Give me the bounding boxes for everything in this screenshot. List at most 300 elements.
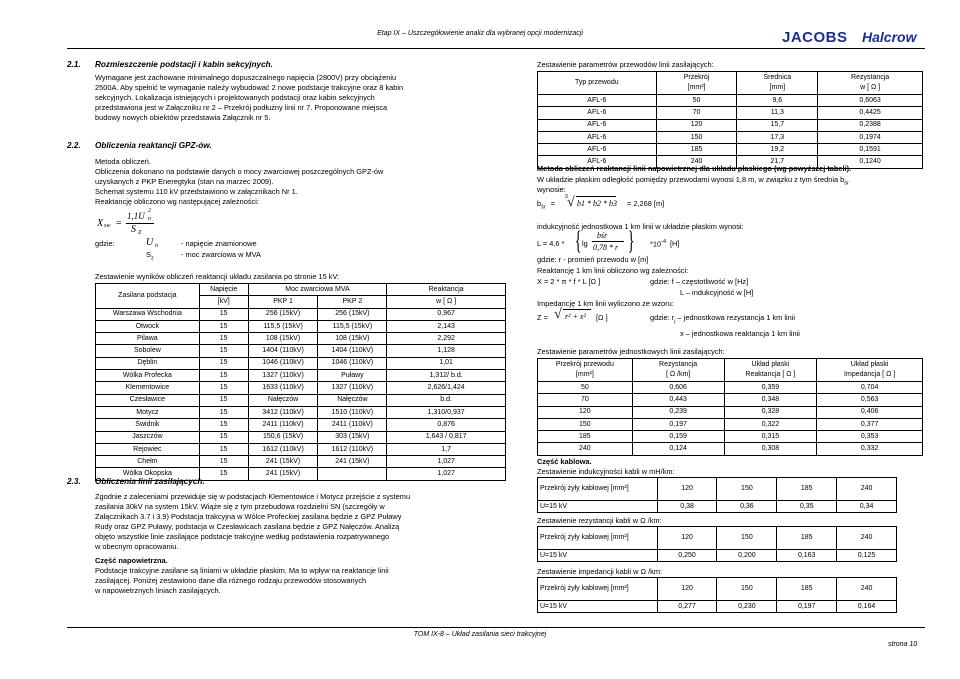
column-header xyxy=(737,72,818,95)
table-cell: 11,3 xyxy=(737,107,818,119)
table-row xyxy=(538,382,923,394)
table-caption: Zestawienie parametrów przewodów linii zasilających: xyxy=(537,60,714,69)
table-cell: 0,704 xyxy=(817,382,923,394)
table-cell: 1327 (110kV) xyxy=(318,382,387,394)
table-cell: AFL-6 xyxy=(538,107,657,119)
table-cell: 0,1240 xyxy=(818,156,923,168)
table-cell: 240 xyxy=(656,156,737,168)
table-cell: 1,312/ b.d. xyxy=(387,370,506,382)
table-cell: 0,406 xyxy=(817,406,923,418)
table-cell: AFL-6 xyxy=(538,156,657,168)
table-cell: 1046 (110kV) xyxy=(248,357,318,369)
column-header: 150 xyxy=(717,527,777,550)
table-row xyxy=(538,119,923,131)
table-cell: 0,359 xyxy=(724,382,817,394)
column-header xyxy=(538,359,633,382)
table-cell: 1,027 xyxy=(387,456,506,468)
header-line: [mm] xyxy=(769,84,786,91)
column-header: 240 xyxy=(837,578,897,601)
table-cell: 0,315 xyxy=(724,431,817,443)
table-cell: Otwock xyxy=(96,320,200,332)
table-cell: 17,3 xyxy=(737,131,818,143)
table-cell: AFL-6 xyxy=(538,95,657,107)
table-cell: 0,348 xyxy=(724,394,817,406)
column-header: PKP 1 xyxy=(248,296,318,308)
column-header: Moc zwarciowa MVA xyxy=(248,284,387,296)
table-cell: Jaszczów xyxy=(96,431,200,443)
gdzie-label: gdzie: xyxy=(95,239,115,248)
table-cell: AFL-6 xyxy=(538,119,657,131)
table-caption: Zestawienie impedancji kabli w Ω /km: xyxy=(537,567,663,576)
table-cell: 0,197 xyxy=(632,418,724,430)
table-cell: Czesławice xyxy=(96,394,200,406)
section-title: Rozmieszczenie podstacji i kabin sekcyjnych. xyxy=(95,60,273,69)
header-line: [mm²] xyxy=(687,84,706,91)
column-header: Zasilana podstacja xyxy=(96,284,200,309)
table-cell: 150 xyxy=(656,131,737,143)
formula-eq: = xyxy=(116,218,122,229)
column-header: Przekrój żyły kablowej [mm²] xyxy=(538,527,658,550)
text-line: budowy nowych obiektów przedstawia Załącznik nr 5. xyxy=(95,113,271,123)
table-cell: 256 (15kV) xyxy=(318,308,387,320)
paragraph xyxy=(95,157,509,207)
column-header: 150 xyxy=(717,578,777,601)
table-cell: 0,34 xyxy=(837,501,897,513)
left-brace-icon: { xyxy=(574,226,582,255)
table-row xyxy=(96,320,506,332)
text-line: w napowietrznych liniach zasilających. xyxy=(95,586,221,596)
z-lhs: Z = xyxy=(537,313,548,322)
table-cell: 0,1591 xyxy=(818,144,923,156)
header-line: [ Ω /km] xyxy=(665,371,691,378)
table-caption: Zestawienie indukcyjności kabli w mH/km: xyxy=(537,467,675,476)
table-cell: 0,239 xyxy=(632,406,724,418)
table-cell: 1,128 xyxy=(387,345,506,357)
table-cell: 0,164 xyxy=(837,601,897,613)
column-header: 120 xyxy=(657,578,717,601)
text-line: gdzie: r - promień przewodu w [m] xyxy=(537,255,649,264)
table-header-row xyxy=(538,478,897,501)
cable-resistance-table xyxy=(537,526,897,562)
bsr-expression: b1 * b2 * b3 xyxy=(577,199,617,208)
table-header-row xyxy=(538,527,897,550)
column-header xyxy=(724,359,817,382)
un-subscript: n xyxy=(155,243,158,249)
table-row xyxy=(538,431,923,443)
table-header-row xyxy=(538,578,897,601)
l-denominator: 0,78 * r xyxy=(593,243,619,252)
table-cell: 15 xyxy=(199,419,248,431)
table-cell: 2,626/1,424 xyxy=(387,382,506,394)
jacobs-logo: JACOBS xyxy=(782,29,848,46)
l-formula-lhs: L = 4,6 * xyxy=(537,239,565,248)
bsr-lhs-sub: śr xyxy=(541,204,546,211)
table-cell: U=15 kV xyxy=(538,501,658,513)
table-cell: Świdnik xyxy=(96,419,200,431)
text-line: L – indukcyjność w [H] xyxy=(680,288,754,297)
text-line: x – jednostkowa reaktancja 1 km linii xyxy=(680,329,800,338)
table-cell: 0,1974 xyxy=(818,131,923,143)
formula-lhs: X xyxy=(97,218,104,229)
table-row xyxy=(538,406,923,418)
table-cell: 0,606 xyxy=(632,382,724,394)
table-row xyxy=(96,345,506,357)
table-cell: 185 xyxy=(656,144,737,156)
table-row xyxy=(96,394,506,406)
text-line: gdzie: f – częstotliwość w [Hz] xyxy=(650,277,749,286)
table-cell: 150 xyxy=(538,418,633,430)
table-cell: Nałęczów xyxy=(318,394,387,406)
un-symbol: U xyxy=(146,237,154,248)
table-cell: 50 xyxy=(538,382,633,394)
column-header: Napięcie xyxy=(199,284,248,296)
text-span: W układzie płaskim odległość pomiędzy przewodami wynosi 1,8 m, w związku z tym średnia b xyxy=(537,175,845,184)
table-cell: 70 xyxy=(656,107,737,119)
text-line: zasilania 30kV na system 15kV. Wiąże się z tym przebudowa rozdzielni SN (szczegóły w xyxy=(95,502,385,512)
table-cell: Wólka Profecka xyxy=(96,370,200,382)
table-cell: b.d. xyxy=(387,394,506,406)
column-header: 240 xyxy=(837,527,897,550)
header-line: Rezystancja xyxy=(659,361,698,368)
table-row xyxy=(96,308,506,320)
text-line: zasilającej. Poniżej zestawiono dane dla różnego rodzaju przewodów stosowanych xyxy=(95,576,367,586)
header-line: Układ płaski xyxy=(850,361,889,368)
table-row xyxy=(96,382,506,394)
column-header xyxy=(818,72,923,95)
text-line: Zgodnie z zaleceniami przewiduje się w podstacjach Klementowice i Motycz przejście z systemu xyxy=(95,492,411,501)
table-row xyxy=(538,144,923,156)
text-subscript: śr xyxy=(844,180,849,187)
table-row xyxy=(96,333,506,345)
table-cell: 15 xyxy=(199,320,248,332)
table-cell: 0,322 xyxy=(724,418,817,430)
page-number: strona 10 xyxy=(888,641,918,648)
column-header xyxy=(817,359,923,382)
text-line: sekcyjnych. Lokalizacja istniejących i projektowanych podstacji oraz kabin sekcyjnych xyxy=(95,93,375,103)
table-cell: 1404 (110kV) xyxy=(248,345,318,357)
table-cell: 0,200 xyxy=(717,550,777,562)
table-cell: 0,353 xyxy=(817,431,923,443)
table-cell: 1,310/0,937 xyxy=(387,406,506,418)
table-cell: 1,7 xyxy=(387,443,506,455)
table-cell: 0,308 xyxy=(724,443,817,455)
table-cell: 115,5 (15kV) xyxy=(318,320,387,332)
sqrt-icon: √ xyxy=(567,195,575,210)
column-header: [kV] xyxy=(199,296,248,308)
table-cell: Dęblin xyxy=(96,357,200,369)
table-cell: Sobolew xyxy=(96,345,200,357)
fraction-bar xyxy=(592,241,624,242)
text-line: Reaktancję 1 km linii obliczono wg zależności: xyxy=(537,266,689,275)
text-line: 2500A. Aby spełnić te wymaganie należy wybudować 2 nowe podstacje trakcyjne oraz 8 kabin xyxy=(95,83,404,93)
subsection-title: Część kablowa. xyxy=(537,457,592,466)
table-cell: U=15 kV xyxy=(538,601,658,613)
table-cell: 120 xyxy=(538,406,633,418)
text-line: Rudy oraz GPZ Puławy, podstacja w Czesławicach zasilana będzie z GPZ Nałęczów. Analizą xyxy=(95,522,400,532)
text-subscript: j xyxy=(674,318,676,325)
section-title: Obliczenia linii zasilających. xyxy=(95,477,205,486)
table-cell: 15 xyxy=(199,443,248,455)
formula-numerator: 1,1U xyxy=(127,211,145,221)
bsr-eq: = xyxy=(550,199,556,208)
text-line xyxy=(537,175,849,189)
cable-inductance-table xyxy=(537,477,897,513)
sz-letter: S xyxy=(146,250,151,259)
header-line: Średnica xyxy=(763,74,792,81)
table-cell: 0,377 xyxy=(817,418,923,430)
text-line: Obliczenia dokonano na podstawie danych o mocy zwarciowej poszczególnych GPZ-ów xyxy=(95,167,384,177)
table-row xyxy=(96,443,506,455)
table-cell: 1612 (110kV) xyxy=(318,443,387,455)
text-line: indukcyjność jednostkowa 1 km linii w układzie płaskim wynosi: xyxy=(537,222,744,231)
table-cell: Rejowiec xyxy=(96,443,200,455)
table-header-row xyxy=(538,359,923,382)
table-cell: 0,230 xyxy=(717,601,777,613)
table-cell: 1404 (110kV) xyxy=(318,345,387,357)
root-bar xyxy=(563,309,591,310)
table-row xyxy=(538,601,897,613)
table-cell: 241 (15kV) xyxy=(248,456,318,468)
sqrt-icon: √ xyxy=(554,307,562,322)
table-cell: 241 (15kV) xyxy=(318,456,387,468)
column-header: 240 xyxy=(837,478,897,501)
table-cell: Warszawa Wschodnia xyxy=(96,308,200,320)
table-row xyxy=(538,394,923,406)
table-cell: 15 xyxy=(199,333,248,345)
table-row xyxy=(96,370,506,382)
column-header: 185 xyxy=(777,478,837,501)
table-cell: 115,5 (15kV) xyxy=(248,320,318,332)
header-title: Etap IX – Uszczegółowienie analiz dla wybranej opcji modernizacji xyxy=(377,30,583,37)
table-cell: 19,2 xyxy=(737,144,818,156)
table-cell: 15 xyxy=(199,382,248,394)
table-cell: 0,6063 xyxy=(818,95,923,107)
table-cell: 50 xyxy=(656,95,737,107)
table-caption: Zestawienie wyników obliczeń reaktancji układu zasilania po stronie 15 kV: xyxy=(95,272,340,281)
table-cell: 1510 (110kV) xyxy=(318,406,387,418)
table-cell: 108 (15kV) xyxy=(318,333,387,345)
table-cell: 2,292 xyxy=(387,333,506,345)
table-cell: 256 (15kV) xyxy=(248,308,318,320)
root-bar xyxy=(576,196,616,197)
table-row xyxy=(538,95,923,107)
table-cell: 1633 (110kV) xyxy=(248,382,318,394)
table-cell: 1327 (110kV) xyxy=(248,370,318,382)
bsr-formula xyxy=(537,199,555,213)
column-header: Reaktancja xyxy=(387,284,506,296)
text-line: Podstacje trakcyjne zasilane są liniami w układzie płaskim. Ma to wpływ na reaktancje linii xyxy=(95,566,389,575)
table-row xyxy=(538,131,923,143)
table-cell: 0,277 xyxy=(657,601,717,613)
table-caption: Zestawienie parametrów jednostkowych linii zasilających: xyxy=(537,347,725,356)
table-cell: 0,4425 xyxy=(818,107,923,119)
table-cell: 150,6 (15kV) xyxy=(248,431,318,443)
column-header: 120 xyxy=(657,527,717,550)
table-row xyxy=(538,107,923,119)
column-header: PKP 2 xyxy=(318,296,387,308)
table-cell: Puławy xyxy=(318,370,387,382)
section-number: 2.2. xyxy=(67,141,81,150)
text-line: przedstawiona jest w Załączniku nr 2 – Przekrój podłużny linii nr 7. Proponowane miejsca xyxy=(95,103,388,113)
text-line: Reaktancję obliczono wg następującej zależności: xyxy=(95,197,259,207)
table-cell: AFL-6 xyxy=(538,131,657,143)
section-number: 2.3. xyxy=(67,477,81,486)
column-header: w [ Ω ] xyxy=(387,296,506,308)
conductor-parameters-table xyxy=(537,71,923,169)
sz-description: - moc zwarciowa w MVA xyxy=(181,250,261,259)
header-line: Przekrój xyxy=(683,74,710,81)
text-line: objęto wszystkie linie zasilające podstacje trakcyjne według podstawienia rozpatrywanego xyxy=(95,532,390,542)
bsr-lhs: b xyxy=(537,199,542,208)
subsection-title: Część napowietrzna. xyxy=(95,556,168,565)
table-cell: 0,443 xyxy=(632,394,724,406)
table-cell: 0,197 xyxy=(777,601,837,613)
table-cell: AFL-6 xyxy=(538,144,657,156)
header-line: Impedancja [ Ω ] xyxy=(844,371,896,378)
paragraph xyxy=(95,492,509,553)
table-cell: 15 xyxy=(199,357,248,369)
table-cell: 1,027 xyxy=(387,468,506,480)
sz-subscript: z xyxy=(150,255,154,262)
column-header: 120 xyxy=(657,478,717,501)
text-line: Metoda obliczeń. xyxy=(95,157,151,166)
text-line: wynosie: xyxy=(537,185,566,194)
table-cell: 15 xyxy=(199,370,248,382)
table-cell: 0,328 xyxy=(724,406,817,418)
table-cell: Wólka Okopska xyxy=(96,468,200,480)
table-cell: 185 xyxy=(538,431,633,443)
table-cell: 1,01 xyxy=(387,357,506,369)
footer-title: TOM IX-8 – Układ zasilania sieci trakcyjnej xyxy=(413,631,547,638)
header-divider xyxy=(67,48,925,49)
table-cell: 0,876 xyxy=(387,419,506,431)
text-span: gdzie: r xyxy=(650,313,675,322)
text-line: uzyskanych z PKP Eneregtyka (stan na marzec 2009). xyxy=(95,177,274,187)
table-cell: 2411 (110kV) xyxy=(318,419,387,431)
table-cell: 108 (15kV) xyxy=(248,333,318,345)
table-cell: 15 xyxy=(199,431,248,443)
un-description: - napięcie znamionowe xyxy=(181,239,257,248)
halcrow-logo: Halcrow xyxy=(862,29,917,45)
text-line xyxy=(650,313,795,327)
table-cell: 240 xyxy=(538,443,633,455)
gpz-reactance-table xyxy=(95,283,506,481)
column-header: 185 xyxy=(777,578,837,601)
paragraph xyxy=(95,73,509,123)
l-numerator: bśr xyxy=(597,231,608,240)
table-cell: 0,250 xyxy=(657,550,717,562)
table-cell: 0,124 xyxy=(632,443,724,455)
table-cell: 0,125 xyxy=(837,550,897,562)
l-exponent: -4 xyxy=(661,239,666,245)
text-line: Wymagane jest zachowane minimalnego dopuszczalnego napięcia (2800V) przy obciążeniu xyxy=(95,73,397,82)
table-cell: 0,159 xyxy=(632,431,724,443)
table-row xyxy=(96,357,506,369)
table-row xyxy=(538,501,897,513)
text-line: Schemat systemu 110 kV przedstawiono w załącznikach Nr 1. xyxy=(95,187,298,197)
table-row xyxy=(96,419,506,431)
right-brace-icon: } xyxy=(627,226,635,255)
table-cell: 2,143 xyxy=(387,320,506,332)
table-cell: 15 xyxy=(199,406,248,418)
x-formula: X = 2 * π * f * L [Ω ] xyxy=(537,277,601,286)
bsr-result: = 2,268 [m] xyxy=(627,199,665,208)
table-row xyxy=(96,456,506,468)
table-cell: 1612 (110kV) xyxy=(248,443,318,455)
table-cell: 1046 (110kV) xyxy=(318,357,387,369)
section-number: 2.1. xyxy=(67,60,81,69)
header-line: Reaktancja [ Ω ] xyxy=(745,371,796,378)
column-header xyxy=(656,72,737,95)
z-expression: r² + x² xyxy=(565,312,586,321)
text-line: w obecnym opracowaniu. xyxy=(95,542,179,552)
table-header-row xyxy=(96,284,506,296)
cable-impedance-table xyxy=(537,577,897,613)
table-header-row xyxy=(538,72,923,95)
text-line: Impedancję 1 km linii wyliczono ze wzoru: xyxy=(537,299,674,308)
table-cell: Nałęczów xyxy=(248,394,318,406)
table-cell: 15 xyxy=(199,456,248,468)
formula-num-sub: n xyxy=(148,216,151,222)
paragraph xyxy=(95,566,509,596)
table-cell: 0,563 xyxy=(817,394,923,406)
table-cell: 0,35 xyxy=(777,501,837,513)
sz-symbol xyxy=(146,250,154,264)
text-line: Załącznikach 3.7 i 3.9) Podstacja trakcyjna w Wólce Profeckiej zasilana będzie z GPZ Puławy xyxy=(95,512,402,522)
header-line: [mm²] xyxy=(575,371,594,378)
table-cell: 0,2388 xyxy=(818,119,923,131)
table-cell: 0,332 xyxy=(817,443,923,455)
table-row xyxy=(96,431,506,443)
table-cell: 15 xyxy=(199,345,248,357)
header-line: Rezystancja xyxy=(851,74,890,81)
table-row xyxy=(538,443,923,455)
lg-label: lg xyxy=(582,239,588,248)
table-cell: 15 xyxy=(199,308,248,320)
l-tail xyxy=(650,237,679,250)
column-header: Przekrój żyły kablowej [mm²] xyxy=(538,578,658,601)
table-cell: Motycz xyxy=(96,406,200,418)
table-cell: Klementowice xyxy=(96,382,200,394)
table-cell: 9,6 xyxy=(737,95,818,107)
header-line: Układ płaski xyxy=(751,361,790,368)
table-cell: 0,967 xyxy=(387,308,506,320)
header-line: w [ Ω ] xyxy=(860,84,881,91)
column-header: Przekrój żyły kablowej [mm²] xyxy=(538,478,658,501)
column-header: 150 xyxy=(717,478,777,501)
table-cell: 2411 (110kV) xyxy=(248,419,318,431)
table-row xyxy=(96,406,506,418)
z-unit: [Ω ] xyxy=(596,313,608,322)
section-title: Obliczenia reaktancji GPZ-ów. xyxy=(95,141,212,150)
l-unit: [H] xyxy=(670,239,680,249)
table-cell: 0,163 xyxy=(777,550,837,562)
table-cell: U=15 kV xyxy=(538,550,658,562)
table-cell: 1,643 / 0,817 xyxy=(387,431,506,443)
table-cell xyxy=(318,468,387,480)
table-cell: 15 xyxy=(199,468,248,480)
footer-divider xyxy=(67,627,925,628)
table-row xyxy=(538,418,923,430)
column-header: Typ przewodu xyxy=(538,72,657,95)
table-cell: 303 (15kV) xyxy=(318,431,387,443)
table-cell: 241 (15kV) xyxy=(248,468,318,480)
table-cell: 0,38 xyxy=(657,501,717,513)
header-line: Przekrój przewodu xyxy=(555,361,614,368)
table-caption: Zestawienie rezystancji kabli w Ω /km: xyxy=(537,516,662,525)
text-span: *10 xyxy=(650,239,662,249)
table-cell: 15,7 xyxy=(737,119,818,131)
